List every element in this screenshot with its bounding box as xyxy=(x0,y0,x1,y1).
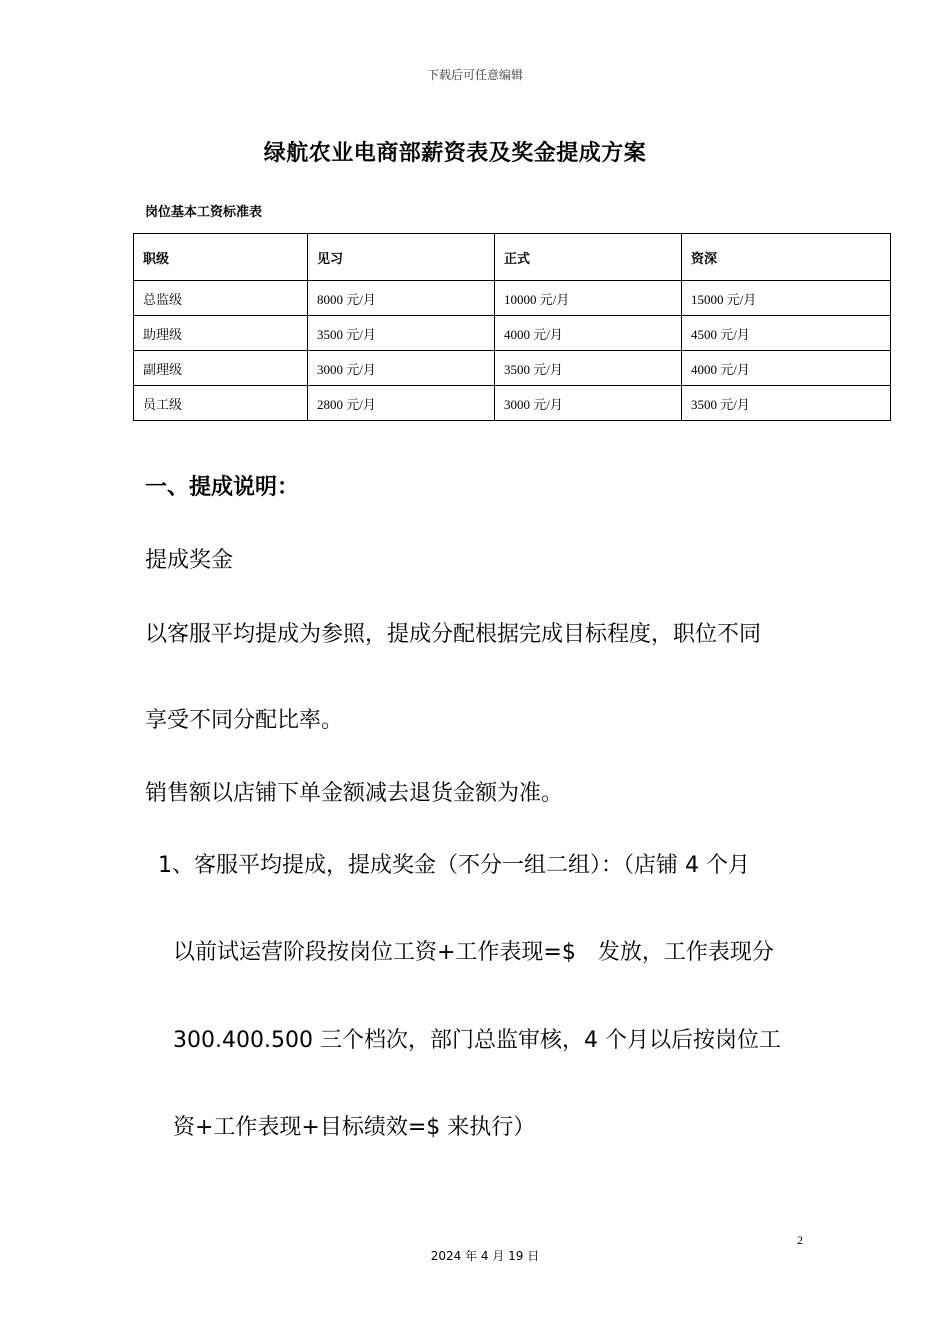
list-item-paragraph: 1、客服平均提成，提成奖金（不分一组二组）：（店铺 4 个月 xyxy=(158,853,750,878)
table-cell: 3000 元/月 xyxy=(308,351,495,386)
paragraph: 以客服平均提成为参照，提成分配根据完成目标程度，职位不同 xyxy=(145,622,762,647)
list-item-paragraph: 以前试运营阶段按岗位工资+工作表现=$ 发放，工作表现分 xyxy=(173,940,774,965)
header-cell-grade: 职级 xyxy=(134,234,308,281)
header-cell-regular: 正式 xyxy=(495,234,682,281)
table-cell: 助理级 xyxy=(134,316,308,351)
table-row xyxy=(134,386,891,421)
header-cell-senior: 资深 xyxy=(682,234,891,281)
table-cell: 3500 元/月 xyxy=(682,386,891,421)
section-heading: 一、提成说明： xyxy=(145,475,300,500)
table-row xyxy=(134,316,891,351)
paragraph: 销售额以店铺下单金额减去退货金额为准。 xyxy=(145,781,564,806)
table-cell: 总监级 xyxy=(134,281,308,316)
table-cell: 3500 元/月 xyxy=(308,316,495,351)
table-row xyxy=(134,351,891,386)
page-number: 2 xyxy=(797,1233,803,1247)
table-cell: 4000 元/月 xyxy=(495,316,682,351)
table-cell: 3000 元/月 xyxy=(495,386,682,421)
table-header-row xyxy=(134,234,891,281)
table-cell: 员工级 xyxy=(134,386,308,421)
salary-table xyxy=(133,233,891,421)
table-row xyxy=(134,281,891,316)
table-cell: 8000 元/月 xyxy=(308,281,495,316)
list-item-paragraph: 资+工作表现+目标绩效=$ 来执行） xyxy=(173,1115,536,1140)
table-cell: 4500 元/月 xyxy=(682,316,891,351)
footer-date: 2024 年 4 月 19 日 xyxy=(430,1249,540,1263)
table-cell: 3500 元/月 xyxy=(495,351,682,386)
document-title: 绿航农业电商部薪资表及奖金提成方案 xyxy=(263,141,647,166)
table-caption: 岗位基本工资标准表 xyxy=(145,205,263,220)
header-cell-trainee: 见习 xyxy=(308,234,495,281)
paragraph: 享受不同分配比率。 xyxy=(145,708,344,733)
list-item-paragraph: 300.400.500 三个档次，部门总监审核，4 个月以后按岗位工 xyxy=(173,1028,781,1053)
paragraph: 提成奖金 xyxy=(145,548,234,573)
table-cell: 副理级 xyxy=(134,351,308,386)
table-cell: 4000 元/月 xyxy=(682,351,891,386)
table-cell: 2800 元/月 xyxy=(308,386,495,421)
table-cell: 15000 元/月 xyxy=(682,281,891,316)
table-cell: 10000 元/月 xyxy=(495,281,682,316)
header-note: 下载后可任意编辑 xyxy=(426,68,523,82)
